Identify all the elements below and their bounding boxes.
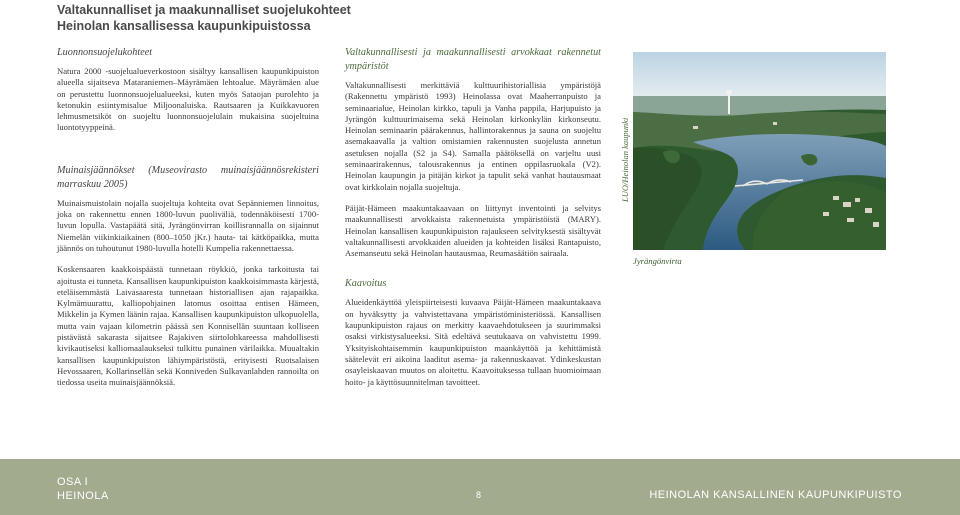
middle-column	[345, 46, 601, 398]
header-line-2: Heinolan kansallisessa kaupunkipuistossa	[57, 19, 311, 33]
paragraph-ancient-monuments-2: Koskensaaren kaakkoispäästä tunnetaan röykkiö, jonka tarkoitusta tai ajoitusta ei tunneta. Kansallisen kaupunkipuiston kaakkoisimmasta kärjestä, eteläisemmästä Laivasaaresta tunnetaan historiallisen ajan rajapaikka. Kylmämuurattu, kalliopohjainen latomus osoittaa entisen Hämeen, Mikkelin ja Kymen läänin rajaa. Kansallisen kaupunkipuiston ulkopuolella, mutta vain vajaan kilometrin päässä sen Konnisellän suuntaan kolliseen pistävästä sakarasta sijaitsee Rajakiven siirtolohkareessa mahdollisesti kivikautiseksi kalliomaalaukseksi tulkittu punainen värilaikka. Muualtakin kansallisen kaupunkipuiston lähiympäristöstä, erityisesti Ruotsalaisen Hevossaaren, Kollarinsellän sekä Konniveden Sulkavanlahden rannoilta on tiedossa useita muinaisjäännöksiä.	[57, 264, 319, 388]
footer-part-label: OSA I	[57, 476, 89, 488]
page-footer	[0, 459, 960, 515]
footer-place-label: HEINOLA	[57, 490, 109, 502]
photo-caption: Jyrängönvirta	[633, 256, 682, 266]
footer-section	[57, 475, 109, 503]
paragraph-built-environments-2: Päijät-Hämeen maakuntakaavaan on liittynyt inventointi ja selvitys maakunnallisesti arvokkaista rakennetuista ympäristöistä (MARY). Heinolan kansallisen kaupunkipuiston rajaukseen selvityksestä sisältyvät valtakunnallisesti arvokkaiden alueiden ja kohteiden lisäksi Rantapuisto, Asemanseutu sekä Heinolan hautausmaa, Reumasäätiön sairaala.	[345, 202, 601, 259]
paragraph-nature-protection: Natura 2000 -suojelualueverkostoon sisältyy kansallisen kaupunkipuiston alueella sijaitseva Mataraniemen–Mäyrämäen lehtoalue. Mäyrämäen alue on perustettu luonnonsuojelualueeksi, kuten myös Sataojan purolehto ja ketonukin esiintymisalue Miljoonaluiska. Rautsaaren ja Kuikkavuoren lehmusmetsiköt on suojeltu luonnonsuojelulain mukaisina suojeltuina luontotyyppeinä.	[57, 66, 319, 133]
page-number: 8	[476, 490, 482, 500]
heading-nature-protection: Luonnonsuojelukohteet	[57, 47, 153, 58]
photo-credit: LUO/Heinolan kaupunki	[620, 117, 630, 202]
aerial-photo	[633, 52, 886, 250]
aerial-photo-image	[633, 52, 886, 250]
paragraph-zoning: Alueidenkäyttöä yleispiirteisesti kuvaava Päijät-Hämeen maakuntakaava on hyväksytty ja vahvistettavana ympäristöministeriössä. Kansallisen kaupunkipuiston rajaus on merkitty kaavaehdotukseen ja suurimmaksi osaksi virkistysalueeksi. Sitä edeltävä seutukaava on vahvistettu 1999. Yksityiskohtaisemmin kaupunkipuiston maankäyttöä ja kehittämistä säätelevät eri aikoina laaditut asema- ja rakennuskaavat. Ydinkeskustan osayleiskaavan muutos on aloitettu. Kaavoituksessa tullaan huomioimaan hoito- ja käyttösuunnitelman tavoitteet.	[345, 297, 601, 387]
paragraph-built-environments-1: Valtakunnallisesti merkittäviä kulttuurihistoriallisia ympäristöjä (Rakennettu ympäristö 1993) Heinolassa ovat Maaherranpuisto ja seminaarialue, Heinolan kirkko, tapuli ja Vanha pappila, Harjupuisto ja Jyrängön kulttuurimaisema sekä Heinolan kirkonkylän kirkonseutu. Heinolan seminaarin päärakennus, hallintorakennus ja sauna on suojeltu asemakaavalla ja valtion omistamien rakennusten suojelusta annetun asetuksen nojalla (S2 ja S4). Samalla päätöksellä on varjeltu uusi seminaarirakennus, talousrakennus ja entinen oppilasruokala (V2). Heinolan kaupungin ja pitäjän kirkot ja tapulit sekä vanhat hautausmaat ovat kirkkolain nojalla suojeltuja.	[345, 80, 601, 192]
header-line-1: Valtakunnalliset ja maakunnalliset suojelukohteet	[57, 3, 351, 17]
page-header	[57, 2, 557, 34]
left-column	[57, 46, 319, 399]
heading-ancient-monuments: Muinaisjäännökset (Museovirasto muinaisjäännösrekisteri marraskuu 2005)	[57, 164, 319, 190]
footer-title: HEINOLAN KANSALLINEN KAUPUNKIPUISTO	[649, 489, 902, 501]
paragraph-ancient-monuments-1: Muinaismuistolain nojalla suojeltuja kohteita ovat Sepänniemen linnoitus, joka on rakennettu ennen 1800-luvun puoliväliä, todennäköisesti 1700-luvun lopulla. Vastapäätä sitä, Jyrängönvirran koillisrannalla on sijainnut Niemelän viikinkiaikainen (800–1050 jKr.) hauta- tai kätköpaikka, mutta jäännös on tuhoutunut 1980-luvulla hotelli Kumpelia rakennettaessa.	[57, 197, 319, 253]
heading-zoning: Kaavoitus	[345, 278, 387, 290]
heading-built-environments: Valtakunnallisesti ja maakunnallisesti arvokkaat rakennetut ympäristöt	[345, 47, 601, 72]
